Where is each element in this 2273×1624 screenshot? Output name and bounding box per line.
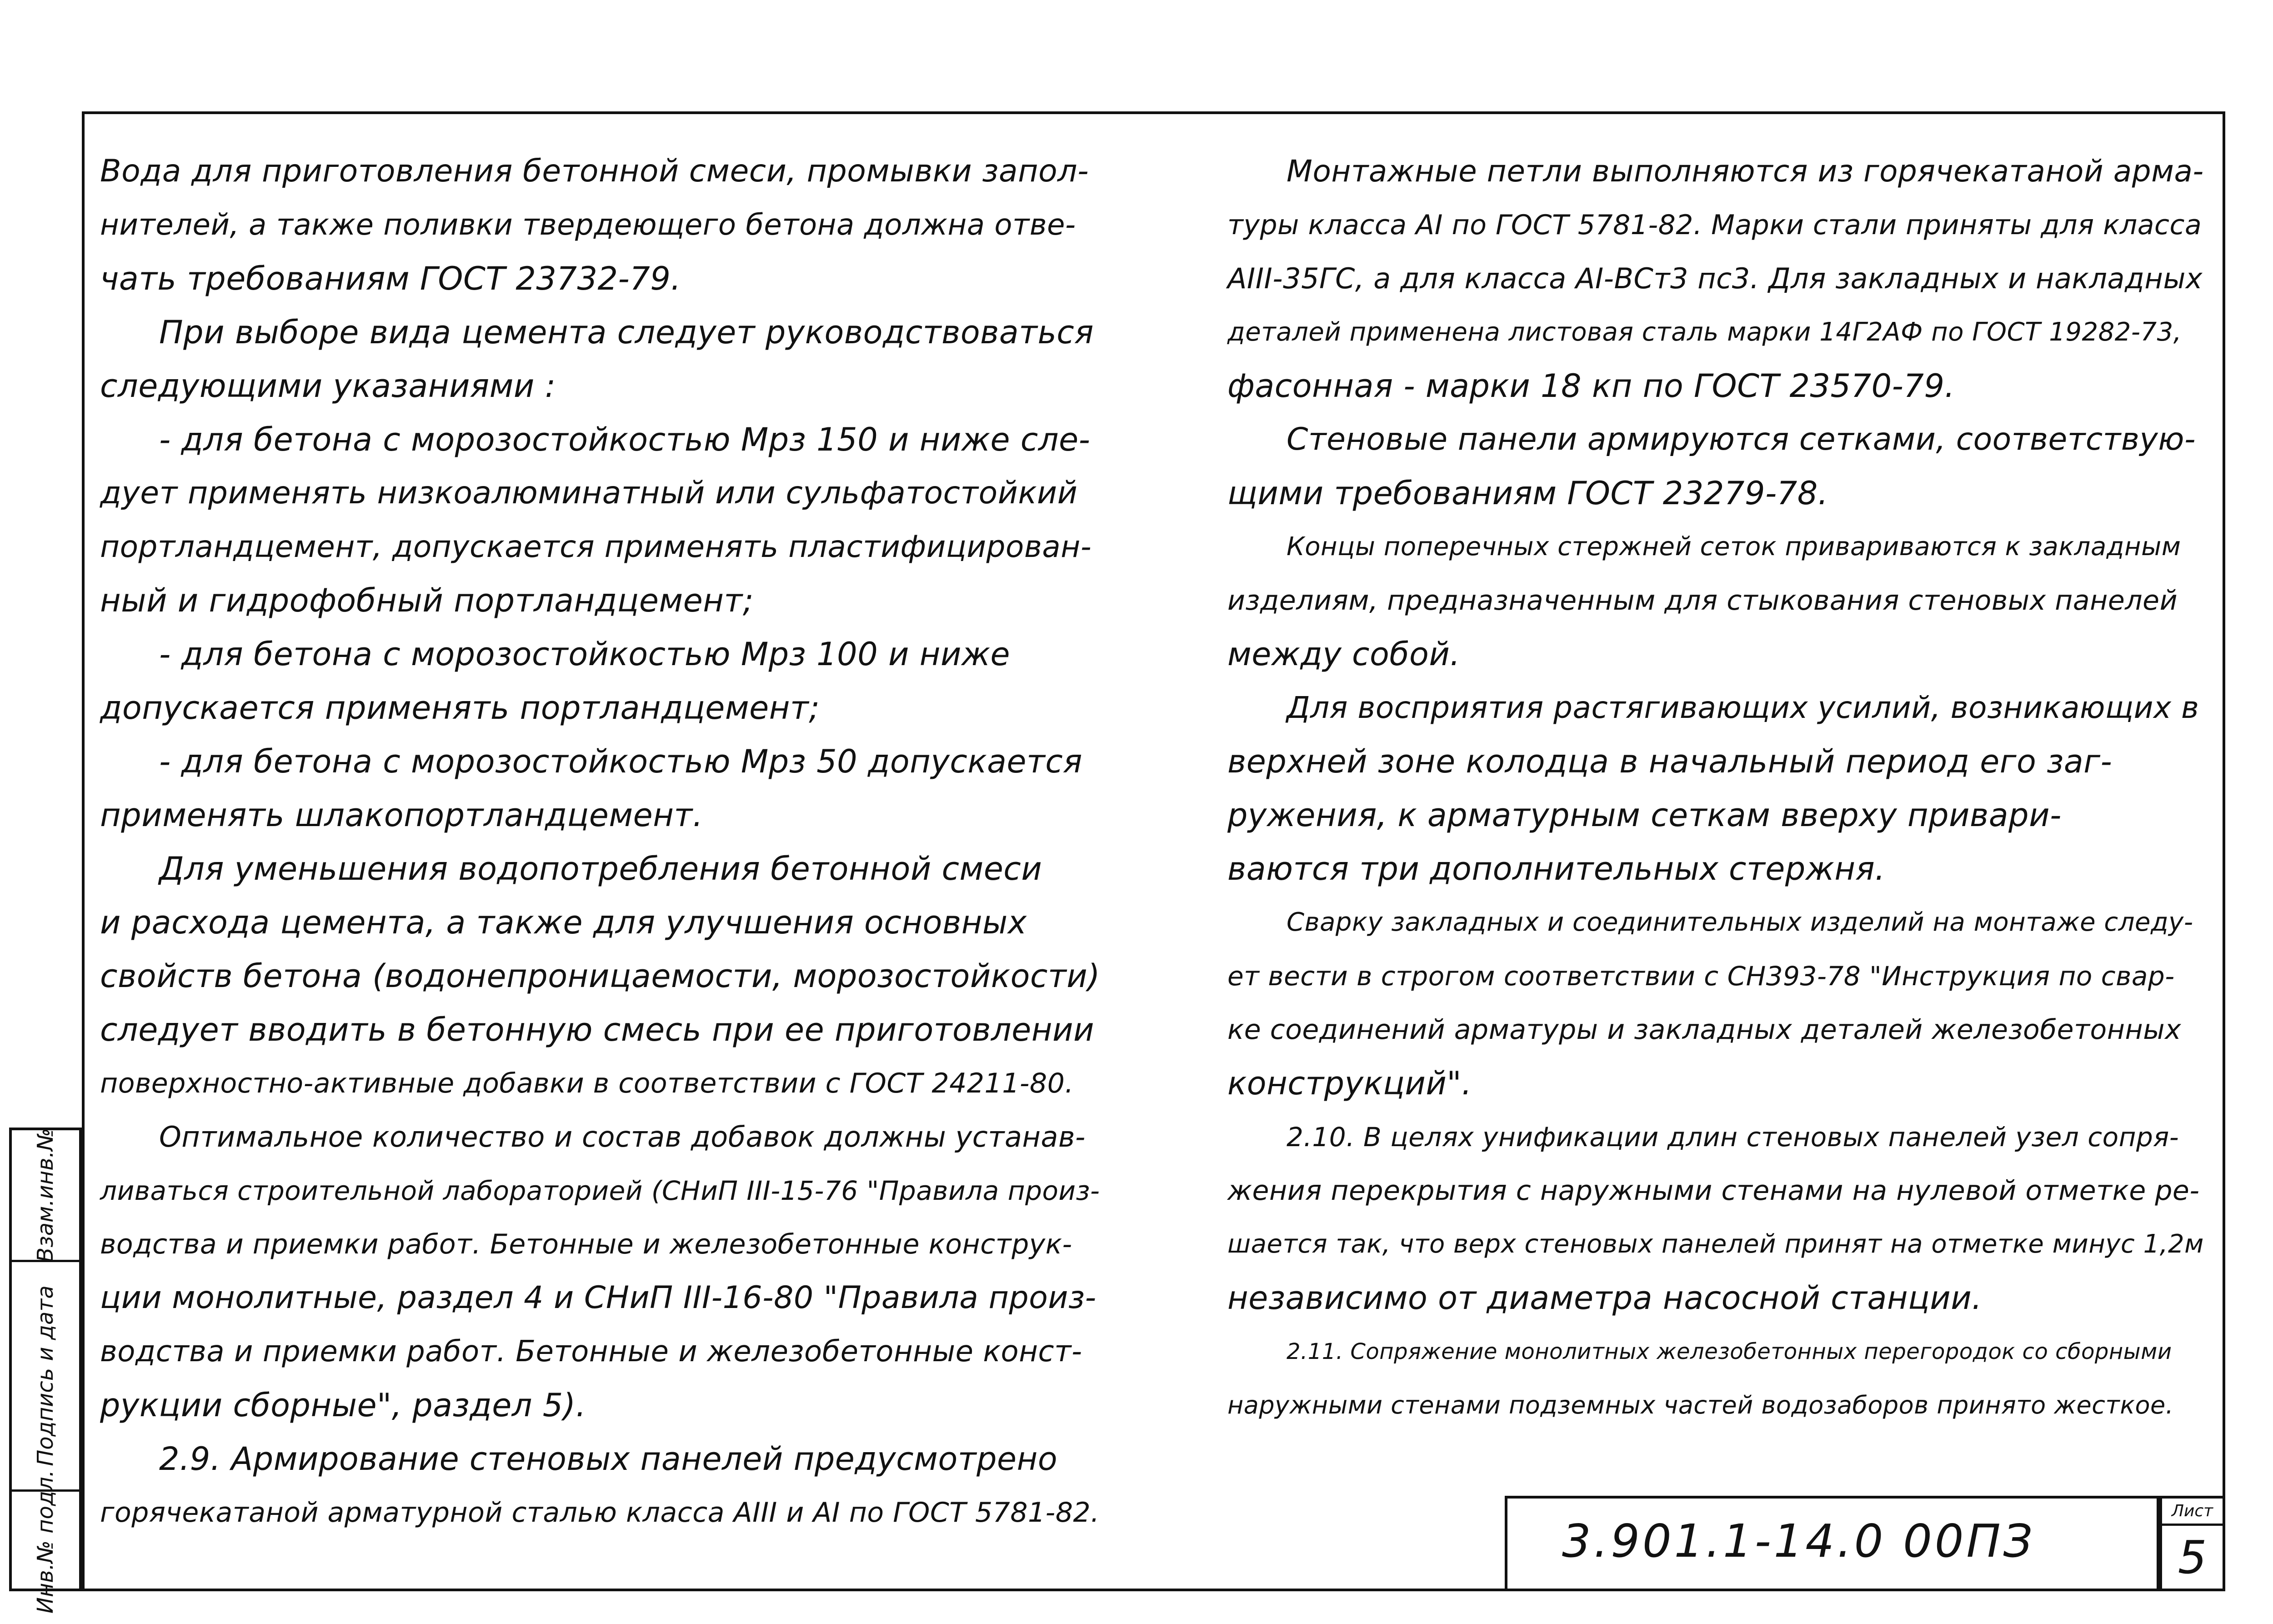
text-line: Стеновые панели армируются сетками, соответствую- [1287,421,2196,457]
text-line: 2.9. Армирование стеновых панелей предусмотрено [159,1440,1058,1478]
text-line: следующими указаниями : [100,367,556,405]
text-line: рукции сборные", раздел 5). [100,1387,586,1424]
document-code: 3.901.1-14.0 00ПЗ [1562,1514,2035,1568]
side-stamp-label: Подпись и дата [33,1285,58,1466]
sheet-number: 5 [2178,1531,2207,1584]
sheet-label: Лист [2162,1499,2223,1526]
text-line: Для уменьшения водопотребления бетонной смеси [159,850,1042,887]
text-line: между собой. [1227,636,1461,673]
text-line: деталей применена листовая сталь марки 14Г2АФ по ГОСТ 19282-73, [1227,317,2182,347]
text-line: туры класса АI по ГОСТ 5781-82. Марки стали приняты для класса [1227,209,2202,241]
text-line: - для бетона с морозостойкостью Мрз 100 и ниже [159,636,1011,673]
text-line: 2.11. Сопряжение монолитных железобетонных перегородок со сборными [1287,1339,2172,1364]
right-text-column [1227,145,2205,1432]
text-line: Сварку закладных и соединительных изделий на монтаже следу- [1287,907,2193,937]
left-text-column [100,145,1100,1539]
text-line: АIII-35ГС, а для класса АI-ВСт3 пс3. Для закладных и накладных [1227,262,2203,295]
side-stamp-cell-inv [12,1470,79,1614]
text-line: Оптимальное количество и состав добавок должны устанав- [159,1120,1086,1153]
text-line: ружения, к арматурным сеткам вверху привари- [1227,797,2062,834]
text-line: дует применять низкоалюминатный или сульфатостойкий [100,475,1078,511]
side-stamp-cell-replace [12,1128,79,1263]
side-stamp-cell-signature [12,1260,79,1489]
text-line: нителей, а также поливки твердеющего бетона должна отве- [100,208,1076,242]
text-line: свойств бетона (водонепроницаемости, морозостойкости) [100,957,1101,995]
text-line: Концы поперечных стержней сеток привариваются к закладным [1287,532,2181,561]
text-line: - для бетона с морозостойкостью Мрз 50 допускается [159,743,1082,780]
text-line: При выборе вида цемента следует руководствоваться [159,314,1094,351]
text-line: ции монолитные, раздел 4 и СНиП III-16-80 "Правила произ- [100,1280,1096,1316]
text-line: шается так, что верх стеновых панелей принят на отметке минус 1,2м [1227,1229,2204,1259]
title-block [1505,1496,2159,1591]
text-line: поверхностно-активные добавки в соответствии с ГОСТ 24211-80. [100,1068,1074,1099]
text-line: Для восприятия растягивающих усилий, возникающих в [1287,690,2199,725]
text-line: и расхода цемента, а также для улучшения основных [100,904,1027,941]
text-line: жения перекрытия с наружными стенами на нулевой отметке ре- [1227,1175,2200,1207]
text-line: конструкций". [1227,1065,1472,1102]
side-stamp-label: Взам.инв.№ [33,1128,58,1263]
text-line: ный и гидрофобный портландцемент; [100,582,754,619]
text-line: независимо от диаметра насосной станции. [1227,1279,1983,1317]
text-line: ливаться строительной лабораторией (СНиП III-15-76 "Правила произ- [100,1175,1100,1206]
text-line: ваются три дополнительных стержня. [1227,850,1885,887]
text-line: Монтажные петли выполняются из горячекатаной арма- [1287,154,2204,189]
text-line: горячекатаной арматурной сталью класса АIII и АI по ГОСТ 5781-82. [100,1497,1100,1529]
text-line: верхней зоне колодца в начальный период его заг- [1227,743,2113,780]
sheet-number-box [2159,1496,2225,1591]
text-line: 2.10. В целях унификации длин стеновых панелей узел сопря- [1287,1122,2179,1153]
text-line: Вода для приготовления бетонной смеси, промывки запол- [100,153,1089,189]
text-line: - для бетона с морозостойкостью Мрз 150 и ниже сле- [159,421,1091,458]
text-line: чать требованиям ГОСТ 23732-79. [100,260,681,297]
text-line: водства и приемки работ. Бетонные и железобетонные конструк- [100,1228,1072,1260]
text-line: допускается применять портландцемент; [100,689,820,727]
text-line: наружными стенами подземных частей водозаборов принято жесткое. [1227,1391,2174,1419]
text-line: изделиям, предназначенным для стыкования стеновых панелей [1227,585,2178,617]
side-stamp [9,1128,82,1614]
side-stamp-label: Инв.№ подл. [33,1470,58,1614]
text-line: водства и приемки работ. Бетонные и железобетонные конст- [100,1335,1082,1368]
text-line: следует вводить в бетонную смесь при ее приготовлении [100,1011,1095,1048]
text-line: фасонная - марки 18 кп по ГОСТ 23570-79. [1227,367,1955,405]
text-line: портландцемент, допускается применять пластифицирован- [100,529,1092,564]
text-line: применять шлакопортландцемент. [100,797,703,834]
text-line: щими требованиям ГОСТ 23279-78. [1227,475,1828,512]
text-line: ет вести в строгом соответствии с СН393-78 "Инструкция по свар- [1227,961,2175,992]
text-line: ке соединений арматуры и закладных деталей железобетонных [1227,1014,2182,1046]
